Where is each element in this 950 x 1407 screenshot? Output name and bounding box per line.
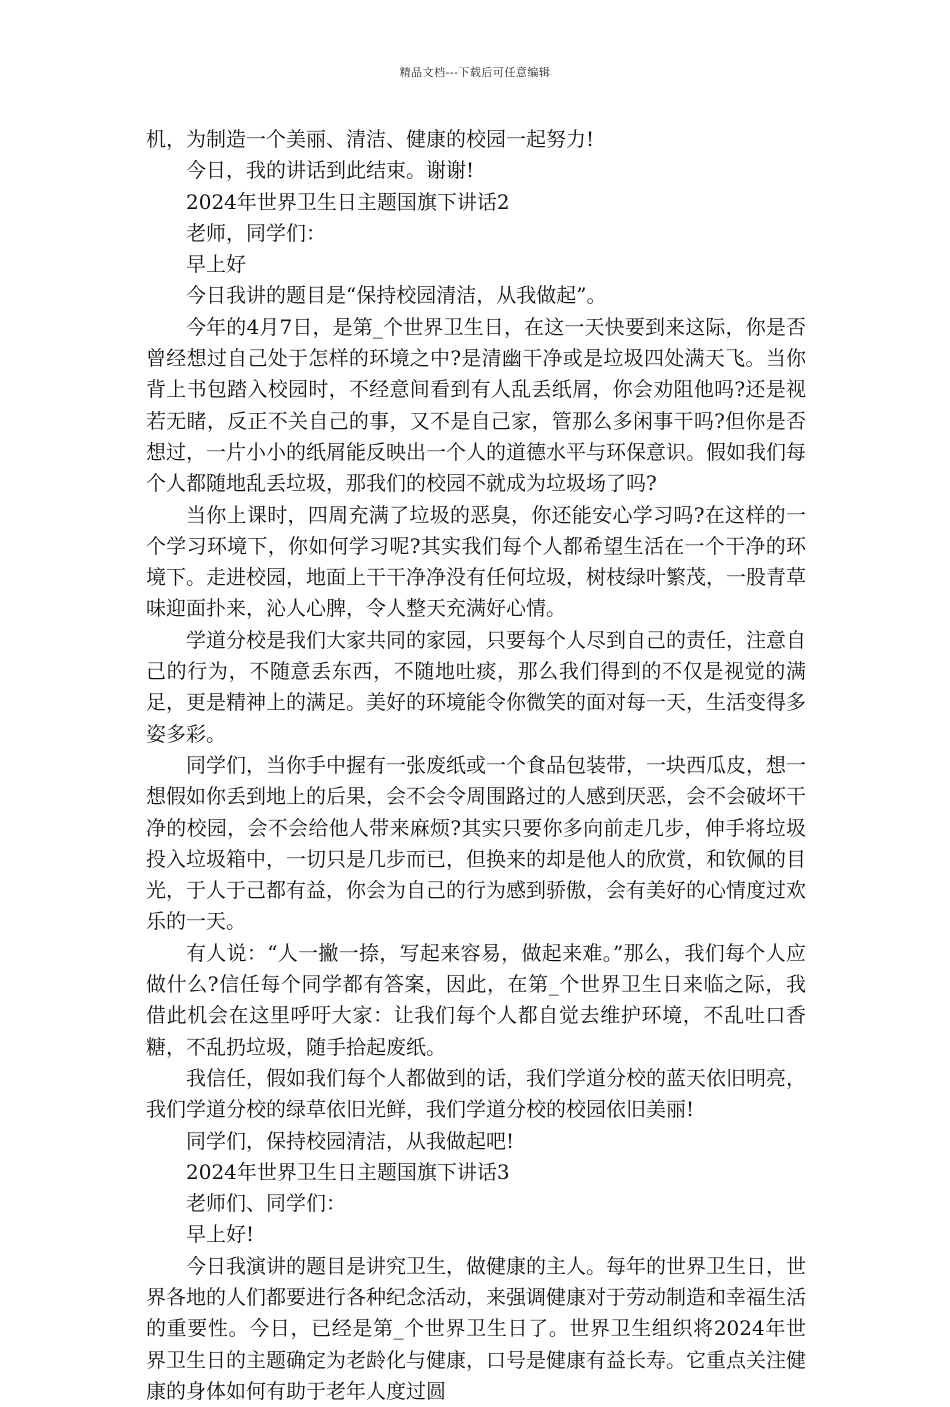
paragraph: 今日我演讲的题目是讲究卫生，做健康的主人。每年的世界卫生日，世界各地的人们都要进行各种纪念活动，来强调健康对于劳动制造和幸福生活的重要性。今日，已经是第_个世界卫生日了。世界卫生组织将2024年世界卫生日的主题确定为老龄化与健康，口号是健康有益长寿。它重点关注健康的身体如何有助于老年人度过圆 xyxy=(146,1253,806,1403)
page-header: 精品文档---下载后可任意编辑 xyxy=(399,66,551,79)
paragraph: 同学们，保持校园清洁，从我做起吧! xyxy=(186,1128,515,1153)
section-title: 2024年世界卫生日主题国旗下讲话3 xyxy=(186,1159,510,1184)
paragraph: 同学们，当你手中握有一张废纸或一个食品包装带，一块西瓜皮，想一想假如你丢到地上的后果，会不会令周围路过的人感到厌恶，会不会破坏干净的校园，会不会给他人带来麻烦?其实只要你多向前走几步，伸手将垃圾投入垃圾箱中，一切只是几步而已，但换来的却是他人的欣赏，和钦佩的目光，于人于己都有益，你会为自己的行为感到骄傲，会有美好的心情度过欢乐的一天。 xyxy=(146,752,806,934)
section-title: 2024年世界卫生日主题国旗下讲话2 xyxy=(186,189,510,214)
salutation: 老师们、同学们： xyxy=(186,1191,346,1216)
paragraph: 学道分校是我们大家共同的家园，只要每个人尽到自己的责任，注意自己的行为，不随意丢东西，不随地吐痰，那么我们得到的不仅是视觉的满足，更是精神上的满足。美好的环境能令你微笑的面对每一天，生活变得多姿多彩。 xyxy=(146,627,806,746)
paragraph: 今日，我的讲话到此结束。谢谢! xyxy=(186,158,475,183)
paragraph-continuation: 机，为制造一个美丽、清洁、健康的校园一起努力! xyxy=(146,127,595,151)
paragraph: 当你上课时，四周充满了垃圾的恶臭，你还能安心学习吗?在这样的一个学习环境下，你如何学习呢?其实我们每个人都希望生活在一个干净的环境下。走进校园，地面上干干净净没有任何垃圾，树枝绿叶繁茂，一股青草味迎面扑来，沁人心脾，令人整天充满好心情。 xyxy=(146,502,806,621)
salutation: 老师，同学们： xyxy=(186,220,326,245)
paragraph: 今日我讲的题目是“保持校园清洁，从我做起”。 xyxy=(186,283,607,308)
document-body xyxy=(146,124,806,1407)
greeting: 早上好 xyxy=(186,252,246,277)
paragraph: 我信任，假如我们每个人都做到的话，我们学道分校的蓝天依旧明亮，我们学道分校的绿草依旧光鲜，我们学道分校的校园依旧美丽! xyxy=(146,1065,806,1122)
paragraph: 有人说：“人一撇一捺，写起来容易，做起来难。”那么，我们每个人应做什么?信任每个同学都有答案，因此，在第_个世界卫生日来临之际，我借此机会在这里呼吁大家：让我们每个人都自觉去维护环境，不乱吐口香糖，不乱扔垃圾，随手拾起废纸。 xyxy=(146,940,806,1059)
greeting: 早上好! xyxy=(186,1222,255,1247)
paragraph: 今年的4月7日，是第_个世界卫生日，在这一天快要到来这际，你是否曾经想过自己处于怎样的环境之中?是清幽干净或是垃圾四处满天飞。当你背上书包踏入校园时，不经意间看到有人乱丢纸屑，你会劝阻他吗?还是视若无睹，反正不关自己的事，又不是自己家，管那么多闲事干吗?但你是否想过，一片小小的纸屑能反映出一个人的道德水平与环保意识。假如我们每个人都随地乱丢垃圾，那我们的校园不就成为垃圾场了吗? xyxy=(146,314,806,496)
